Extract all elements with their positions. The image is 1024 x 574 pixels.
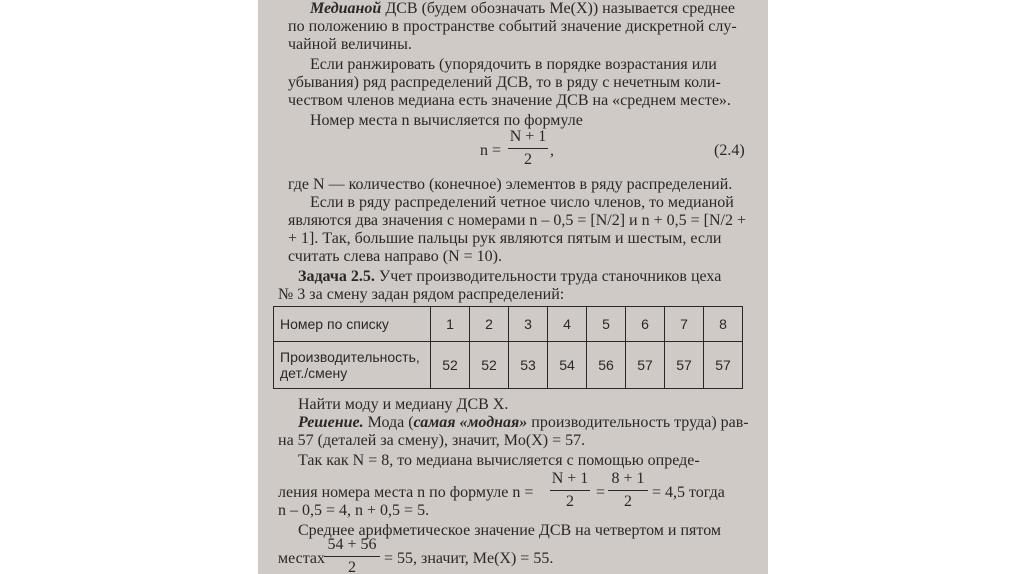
table-header-number: Номер по списку [274, 307, 431, 342]
n8-equals: = [596, 484, 606, 501]
ranking-paragraph-line-1: Если ранжировать (упорядочить в порядке возрастания или [310, 56, 717, 73]
median-definition-line-2: по положению в пространстве событий значение дискретной слу- [288, 18, 737, 35]
table-cell-number: 6 [626, 307, 665, 342]
table-cell-value: 54 [548, 342, 587, 389]
solution-line-2: на 57 (деталей за смену), значит, Mo(X) = 57. [278, 432, 586, 449]
formula-lhs: n = [480, 142, 502, 159]
solution-line-1: Решение. Мода (самая «модная» производительность труда) рав- [298, 414, 749, 431]
table-header-productivity [274, 342, 431, 389]
fraction-bar [608, 490, 648, 491]
table-cell-number: 8 [704, 307, 743, 342]
table-cell-number: 2 [470, 307, 509, 342]
find-line: Найти моду и медиану ДСВ X. [298, 396, 509, 413]
task-heading-line-2: № 3 за смену задан рядом распределений: [278, 286, 565, 303]
table-row-values [274, 342, 743, 389]
task-heading-line-1: Задача 2.5. Учет производительности труда станочников цеха [298, 268, 722, 285]
mean-fraction [324, 536, 380, 574]
ranking-paragraph-line-2: убывания) ряд распределений ДСВ, то в ряду с нечетным коли- [288, 74, 721, 91]
table-cell-number: 3 [509, 307, 548, 342]
table-cell-value: 52 [470, 342, 509, 389]
formula-comma: , [550, 142, 554, 159]
table-cell-value: 57 [704, 342, 743, 389]
n8-fraction-1-denominator: 2 [566, 493, 574, 510]
where-n-line: где N — количество (конечное) элементов в ряду распределений. [288, 176, 733, 193]
table-cell-number: 4 [548, 307, 587, 342]
table-cell-value: 56 [587, 342, 626, 389]
even-count-line-3: + 1]. Так, большие пальцы рук являются пятым и шестым, если [288, 230, 722, 247]
formula-fraction [508, 128, 548, 169]
n8-fraction-2 [608, 470, 648, 511]
fraction-bar [324, 556, 380, 557]
table-cell-number: 7 [665, 307, 704, 342]
n8-fraction-2-denominator: 2 [624, 493, 632, 510]
distribution-table [273, 306, 743, 389]
formula-number: (2.4) [714, 142, 745, 159]
table-cell-value: 57 [626, 342, 665, 389]
even-count-line-1: Если в ряду распределений четное число членов, то медианой [310, 194, 734, 211]
book-page [258, 0, 768, 574]
mean-fraction-denominator: 2 [348, 559, 356, 574]
n8-fraction-1 [550, 470, 590, 511]
formula-intro: Номер места n вычисляется по формуле [310, 112, 583, 129]
n8-fraction-1-numerator: N + 1 [551, 470, 589, 487]
ranking-paragraph-line-3: чеством членов медиана есть значение ДСВ на «среднем месте». [288, 92, 731, 109]
median-n8-line-1: Так как N = 8, то медиана вычисляется с помощью опреде- [298, 452, 700, 469]
median-definition-line-3: чайной величины. [288, 36, 412, 53]
median-n8-line-2-start: ления номера места n по формуле n = [278, 484, 534, 501]
mean-line-1: Среднее арифметическое значение ДСВ на четвертом и пятом [298, 522, 722, 539]
median-definition-line-1: Медианой ДСВ (будем обозначать Me(X)) называется среднее [310, 0, 736, 17]
even-count-line-2: являются два значения с номерами n – 0,5 = [N/2] и n + 0,5 = [N/2 + [288, 212, 747, 229]
median-n8-line-3: n – 0,5 = 4, n + 0,5 = 5. [278, 502, 430, 519]
fraction-bar [508, 148, 548, 149]
formula-numerator: N + 1 [509, 128, 547, 145]
table-cell-value: 57 [665, 342, 704, 389]
median-n8-line-2-end: = 4,5 тогда [652, 484, 725, 501]
productivity-label: Производительность, [280, 349, 420, 365]
n8-fraction-2-numerator: 8 + 1 [611, 470, 645, 487]
fraction-bar [550, 490, 590, 491]
table-cell-value: 53 [509, 342, 548, 389]
even-count-line-4: считать слева направо (N = 10). [288, 248, 502, 265]
formula-denominator: 2 [524, 151, 532, 168]
table-cell-number: 1 [431, 307, 470, 342]
mean-line-2-start: местах [278, 550, 326, 567]
table-cell-value: 52 [431, 342, 470, 389]
productivity-unit: дет./смену [280, 365, 348, 381]
mean-line-2-end: = 55, значит, Me(X) = 55. [384, 550, 554, 567]
table-row-numbers [274, 307, 743, 342]
mean-fraction-numerator: 54 + 56 [327, 536, 377, 553]
table-cell-number: 5 [587, 307, 626, 342]
